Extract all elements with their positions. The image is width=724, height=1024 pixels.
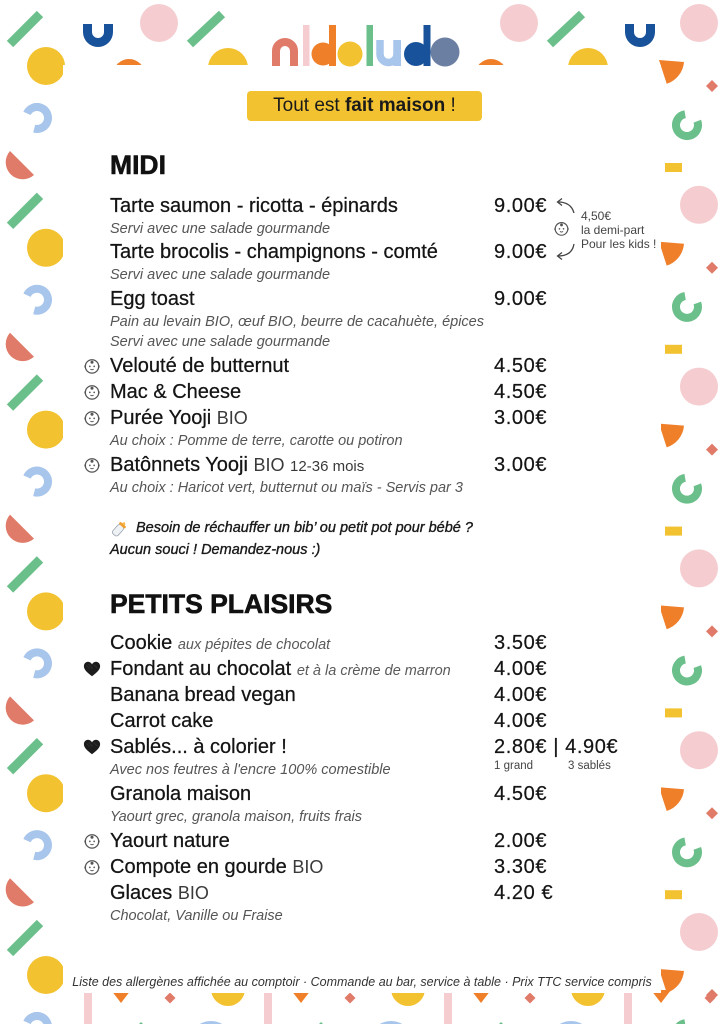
menu-item: [0, 657, 724, 681]
kids-half-price: 4,50€: [581, 209, 612, 223]
kid-icon: [83, 409, 101, 427]
item-price: 4.50€: [494, 355, 548, 377]
nidoludo-logo: [0, 0, 724, 80]
heart-icon: [83, 660, 101, 678]
homemade-banner: [247, 91, 482, 121]
menu-item: [0, 631, 724, 655]
item-description: Servi avec une salade gourmande: [110, 334, 331, 350]
item-name: Egg toast: [110, 288, 195, 310]
item-name: Batônnets Yooji: [110, 454, 248, 476]
item-name: Purée Yooji: [110, 407, 212, 429]
item-name-wrap: [110, 453, 364, 479]
item-price: 4.50€: [494, 783, 548, 805]
item-description: Au choix : Pomme de terre, carotte ou potiron: [110, 433, 403, 449]
item-name: Banana bread vegan: [110, 684, 296, 706]
item-aside: aux pépites de chocolat: [177, 637, 331, 653]
item-description: Yaourt grec, granola maison, fruits frais: [110, 809, 362, 825]
banner-prefix: Tout est: [273, 95, 345, 116]
banner-suffix: !: [445, 95, 456, 116]
item-price: 3.50€: [494, 632, 548, 654]
menu-item: [0, 855, 724, 879]
menu-item: [0, 829, 724, 853]
kid-icon: [83, 383, 101, 401]
organic-tag: BIO: [177, 883, 209, 903]
item-name: Tarte brocolis - champignons - comté: [110, 241, 438, 263]
menu-item: [0, 287, 724, 311]
item-name: Fondant au chocolat: [110, 658, 292, 680]
item-name: Granola maison: [110, 783, 252, 805]
kid-icon: [83, 357, 101, 375]
kids-half-portion-note: [581, 209, 656, 251]
baby-note-line2: Aucun souci ! Demandez-nous :): [110, 542, 321, 558]
item-price: 9.00€: [494, 241, 548, 263]
item-name: Mac & Cheese: [110, 381, 242, 403]
item-name: Yaourt nature: [110, 830, 230, 852]
item-description: Servi avec une salade gourmande: [110, 267, 331, 283]
kid-icon: [83, 858, 101, 876]
item-price: 4.00€: [494, 684, 548, 706]
kids-half-line2: Pour les kids !: [581, 237, 657, 251]
menu-item: [0, 735, 724, 759]
section-title-midi: MIDI: [110, 150, 166, 180]
heart-icon: [83, 738, 101, 756]
item-name-wrap: [110, 855, 323, 879]
item-price: 3.30€: [494, 856, 548, 878]
item-price: 4.00€: [494, 710, 548, 732]
menu-item: [0, 354, 724, 378]
item-name: Tarte saumon - ricotta - épinards: [110, 195, 398, 217]
baby-bottle-icon: [110, 518, 130, 538]
menu-item: [0, 683, 724, 707]
item-description: Pain au levain BIO, œuf BIO, beurre de cacahuète, épices: [110, 314, 484, 330]
item-price: 2.80€ | 4.90€: [494, 736, 619, 758]
arrow-down-left-icon: [553, 240, 577, 262]
item-price: 2.00€: [494, 830, 548, 852]
item-description: Chocolat, Vanille ou Fraise: [110, 908, 283, 924]
item-name: Sablés... à colorier !: [110, 736, 287, 758]
kids-half-line1: la demi-part: [581, 223, 645, 237]
item-price: 4.00€: [494, 658, 548, 680]
menu-item: [0, 782, 724, 806]
item-name: Cookie: [110, 632, 173, 654]
item-price: 9.00€: [494, 195, 548, 217]
item-price: 4.50€: [494, 381, 548, 403]
section-title-petits-plaisirs: PETITS PLAISIRS: [110, 589, 333, 619]
menu-item: [0, 380, 724, 404]
item-name-wrap: [110, 406, 248, 430]
menu-item: [0, 453, 724, 477]
item-aside: et à la crème de marron: [296, 663, 451, 679]
item-price: 9.00€: [494, 288, 548, 310]
menu-item: [0, 709, 724, 733]
footer-note: Liste des allergènes affichée au comptoir · Commande au bar, service à table · Prix TTC service compris: [72, 975, 652, 989]
item-description: Avec nos feutres à l'encre 100% comestible: [110, 762, 391, 778]
item-name: Velouté de butternut: [110, 355, 290, 377]
item-name: Compote en gourde: [110, 856, 287, 878]
organic-tag: BIO: [292, 857, 324, 877]
menu-item: [0, 881, 724, 905]
kid-icon: [553, 220, 570, 237]
item-price: 3.00€: [494, 454, 548, 476]
organic-tag: BIO: [253, 455, 285, 475]
organic-tag: BIO: [216, 408, 248, 428]
item-price: 4.20 €: [494, 882, 554, 904]
item-name: Glaces: [110, 882, 173, 904]
item-name-wrap: [110, 881, 209, 905]
kid-icon: [83, 832, 101, 850]
arrow-up-left-icon: [553, 196, 577, 218]
banner-bold: fait maison: [344, 95, 446, 116]
item-description: Au choix : Haricot vert, butternut ou maïs - Servis par 3: [110, 480, 463, 496]
item-name-wrap: [110, 631, 330, 657]
item-price: 3.00€: [494, 407, 548, 429]
price-note-three: 3 sablés: [568, 760, 611, 772]
item-name: Carrot cake: [110, 710, 214, 732]
item-name-wrap: [110, 657, 451, 683]
price-note-single: 1 grand: [494, 760, 534, 772]
item-description: Servi avec une salade gourmande: [110, 221, 331, 237]
menu-item: [0, 406, 724, 430]
baby-note-line1: Besoin de réchauffer un bib’ ou petit pot pour bébé ?: [136, 520, 473, 536]
age-range: 12-36 mois: [290, 458, 365, 475]
kid-icon: [83, 456, 101, 474]
